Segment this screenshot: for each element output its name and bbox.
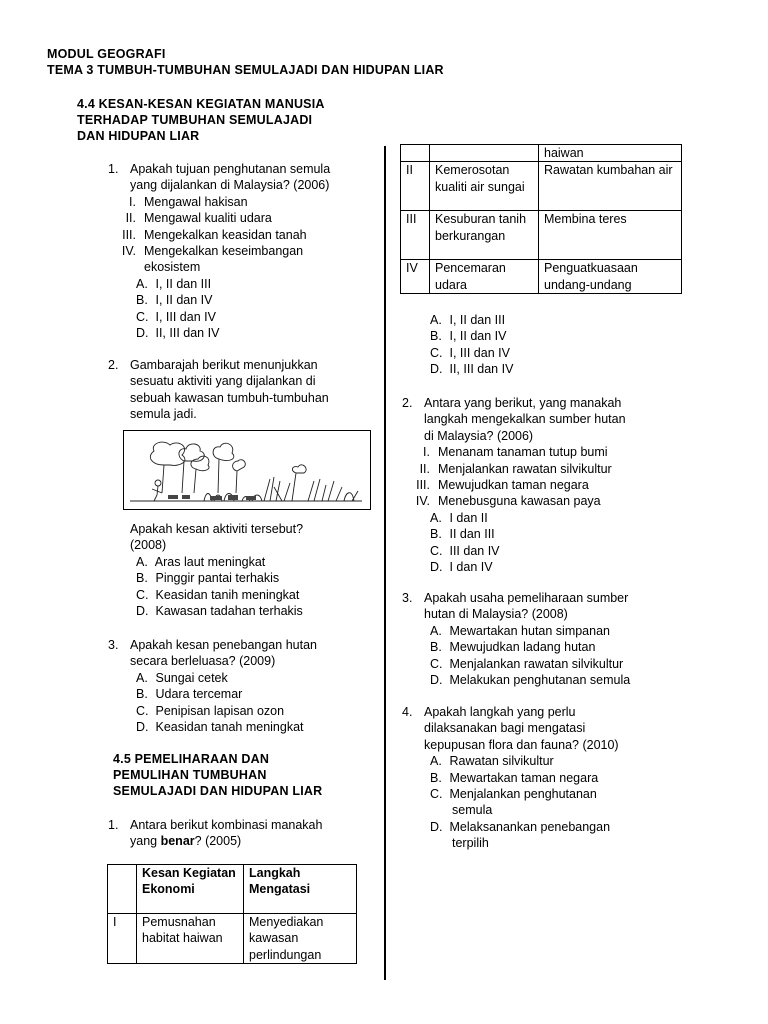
- question-stem: Antara yang berikut, yang manakah: [424, 396, 622, 410]
- emphasis-word: benar: [160, 834, 195, 849]
- table-cell: haiwan: [539, 145, 682, 162]
- option-letter: C.: [136, 587, 149, 602]
- option-letter: A.: [430, 754, 442, 769]
- table-header-cell: Langkah Mengatasi: [244, 865, 357, 914]
- option-letter: D.: [430, 673, 443, 688]
- table-cell: Pencemaran udara: [430, 260, 539, 294]
- statement: Menjalankan rawatan silvikultur: [438, 461, 612, 476]
- table-cell: I: [108, 914, 137, 964]
- option-letter: B.: [136, 687, 148, 702]
- question-stem: yang: [130, 834, 161, 849]
- roman-numeral: I.: [423, 445, 430, 460]
- option-letter: D.: [430, 362, 443, 377]
- table-row: [108, 914, 357, 964]
- option-letter: B.: [430, 770, 442, 785]
- option-text: I dan IV: [449, 560, 493, 575]
- option-text: Aras laut meningkat: [154, 554, 266, 569]
- option-text: Keasidan tanah meningkat: [155, 720, 304, 735]
- question-2-continued: [130, 521, 303, 619]
- option-letter: A.: [136, 276, 148, 291]
- statement: Mewujudkan taman negara: [438, 478, 589, 493]
- option-letter: A.: [430, 623, 442, 638]
- option-text: I, III dan IV: [155, 309, 216, 324]
- option-text: Kawasan tadahan terhakis: [155, 604, 303, 619]
- question-stem: Gambarajah berikut menunjukkan: [130, 358, 318, 372]
- option-text: III dan IV: [449, 543, 500, 558]
- table-header-cell: Kesan Kegiatan Ekonomi: [137, 865, 244, 914]
- table-row: [401, 145, 682, 162]
- question-3-right: [402, 590, 630, 688]
- statement: Mengekalkan keasidan tanah: [144, 227, 307, 242]
- option-text: I dan II: [449, 510, 488, 525]
- section-4-5-title: [113, 751, 322, 799]
- table-cell: Penguatkuasaan undang-undang: [539, 260, 682, 294]
- roman-numeral: IV.: [121, 244, 136, 259]
- option-text: Menjalankan penghutanan: [449, 787, 597, 802]
- table-cell: III: [401, 211, 430, 260]
- question-stem: sesuatu aktiviti yang dijalankan di: [130, 374, 316, 389]
- question-number: 1.: [108, 162, 119, 176]
- tree-planting-drawing: [124, 431, 369, 508]
- table-question-options: [430, 312, 513, 378]
- statement: Mengawal hakisan: [144, 194, 248, 209]
- option-text: Melakukan penghutanan semula: [449, 673, 631, 688]
- option-text: Menjalankan rawatan silvikultur: [449, 656, 624, 671]
- option-text: Mewartakan hutan simpanan: [449, 623, 610, 638]
- option-text: terpilih: [452, 836, 489, 851]
- section-title-line: PEMULIHAN TUMBUHAN: [113, 768, 267, 782]
- table-row: [401, 162, 682, 211]
- question-number: 2.: [108, 358, 119, 372]
- option-text: I, II dan IV: [155, 293, 213, 308]
- question-stem: Antara berikut kombinasi manakah: [130, 818, 323, 832]
- option-text: II, III dan IV: [449, 362, 514, 377]
- question-number: 2.: [402, 396, 413, 410]
- roman-numeral: II.: [419, 461, 430, 476]
- question-stem: dilaksanakan bagi mengatasi: [424, 721, 586, 736]
- option-text: Penipisan lapisan ozon: [155, 703, 285, 718]
- option-text: I, II dan IV: [449, 329, 507, 344]
- option-letter: A.: [430, 313, 442, 327]
- question-4-right: [402, 704, 619, 852]
- option-text: Udara tercemar: [155, 687, 243, 702]
- question-stem: secara berleluasa? (2009): [130, 654, 276, 669]
- option-letter: A.: [430, 510, 442, 525]
- option-letter: C.: [136, 703, 149, 718]
- option-letter: B.: [430, 329, 442, 344]
- question-stem: semula jadi.: [130, 407, 197, 422]
- option-letter: C.: [430, 543, 443, 558]
- statement: Menebusguna kawasan paya: [438, 494, 601, 509]
- question-1-left: [108, 161, 330, 341]
- option-text: Mewartakan taman negara: [449, 770, 599, 785]
- option-text: Sungai cetek: [155, 670, 228, 685]
- question-number: 1.: [108, 818, 119, 832]
- question-stem: di Malaysia? (2006): [424, 428, 534, 443]
- table-header-cell: [108, 865, 137, 914]
- question-stem: Apakah kesan aktiviti tersebut?: [130, 522, 304, 536]
- option-text: Melaksanankan penebangan: [449, 819, 611, 834]
- option-letter: D.: [136, 720, 149, 735]
- table-cell: Membina teres: [539, 211, 682, 260]
- question-3-left: [108, 637, 317, 735]
- statement: Menanam tanaman tutup bumi: [438, 445, 608, 460]
- option-letter: C.: [430, 656, 443, 671]
- option-text: I, II dan III: [155, 276, 212, 291]
- question-stem: Apakah tujuan penghutanan semula: [130, 162, 331, 176]
- option-letter: C.: [430, 345, 443, 360]
- table-cell: II: [401, 162, 430, 211]
- table-cell: IV: [401, 260, 430, 294]
- section-title-line: TERHADAP TUMBUHAN SEMULAJADI: [77, 113, 313, 127]
- question-stem: (2008): [130, 538, 167, 553]
- question-4-5-1: [108, 817, 322, 850]
- question-stem: sebuah kawasan tumbuh-tumbuhan: [130, 390, 329, 405]
- column-divider: [384, 146, 386, 980]
- question-2-left: [108, 357, 329, 423]
- table-cell: Pemusnahan habitat haiwan: [137, 914, 244, 964]
- option-letter: D.: [136, 326, 149, 341]
- option-text: Keasidan tanih meningkat: [155, 587, 300, 602]
- option-letter: B.: [136, 293, 148, 308]
- table-row: [401, 260, 682, 294]
- roman-numeral: III.: [416, 478, 430, 493]
- question-stem: Apakah kesan penebangan hutan: [130, 638, 317, 652]
- section-4-4-title: [77, 96, 325, 144]
- table-cell: Kesuburan tanih berkurangan: [430, 211, 539, 260]
- roman-numeral: III.: [122, 227, 136, 242]
- option-text: Rawatan silvikultur: [449, 754, 554, 769]
- option-text: I, II dan III: [449, 313, 506, 327]
- option-letter: D.: [136, 604, 149, 619]
- reforestation-illustration: [123, 430, 371, 510]
- option-letter: C.: [430, 787, 443, 802]
- question-number: 4.: [402, 705, 413, 719]
- option-text: I, III dan IV: [449, 345, 510, 360]
- question-stem: Apakah langkah yang perlu: [424, 705, 576, 719]
- question-number: 3.: [108, 638, 119, 652]
- option-letter: B.: [136, 571, 148, 586]
- roman-numeral: IV.: [415, 494, 430, 509]
- roman-numeral: I.: [129, 194, 136, 209]
- table-cell: Kemerosotan kualiti air sungai: [430, 162, 539, 211]
- question-2-right: [402, 395, 626, 575]
- option-letter: B.: [430, 640, 442, 655]
- combination-table-left: [107, 864, 357, 964]
- question-stem: Apakah usaha pemeliharaan sumber: [424, 591, 629, 605]
- table-cell: Menyediakan kawasan perlindungan: [244, 914, 357, 964]
- option-text: Mewujudkan ladang hutan: [449, 640, 596, 655]
- table-cell: Rawatan kumbahan air: [539, 162, 682, 211]
- statement: ekosistem: [144, 260, 201, 275]
- statement: Mengawal kualiti udara: [144, 211, 272, 226]
- option-letter: B.: [430, 527, 442, 542]
- option-letter: C.: [136, 309, 149, 324]
- question-stem: kepupusan flora dan fauna? (2010): [424, 737, 619, 752]
- statement: Mengekalkan keseimbangan: [144, 244, 304, 259]
- question-stem: ? (2005): [194, 834, 242, 849]
- option-letter: A.: [136, 670, 148, 685]
- question-stem: langkah mengekalkan sumber hutan: [424, 412, 626, 427]
- option-text: II dan III: [449, 527, 495, 542]
- section-title-line: 4.4 KESAN-KESAN KEGIATAN MANUSIA: [77, 97, 325, 111]
- theme-title: TEMA 3 TUMBUH-TUMBUHAN SEMULAJADI DAN HIDUPAN LIAR: [47, 63, 444, 77]
- option-text: Pinggir pantai terhakis: [155, 571, 280, 586]
- option-text: II, III dan IV: [155, 326, 220, 341]
- option-text: semula: [452, 803, 493, 818]
- document-header: [47, 46, 444, 78]
- question-stem: hutan di Malaysia? (2008): [424, 607, 568, 622]
- option-letter: D.: [430, 560, 443, 575]
- roman-numeral: II.: [125, 211, 136, 226]
- module-title: MODUL GEOGRAFI: [47, 47, 166, 61]
- question-stem: yang dijalankan di Malaysia? (2006): [130, 178, 330, 193]
- section-title-line: 4.5 PEMELIHARAAN DAN: [113, 752, 270, 766]
- option-letter: A.: [136, 554, 148, 569]
- combination-table-right: [400, 144, 682, 294]
- table-row: [401, 211, 682, 260]
- section-title-line: DAN HIDUPAN LIAR: [77, 129, 200, 143]
- question-number: 3.: [402, 591, 413, 605]
- option-letter: D.: [430, 819, 443, 834]
- section-title-line: SEMULAJADI DAN HIDUPAN LIAR: [113, 784, 323, 798]
